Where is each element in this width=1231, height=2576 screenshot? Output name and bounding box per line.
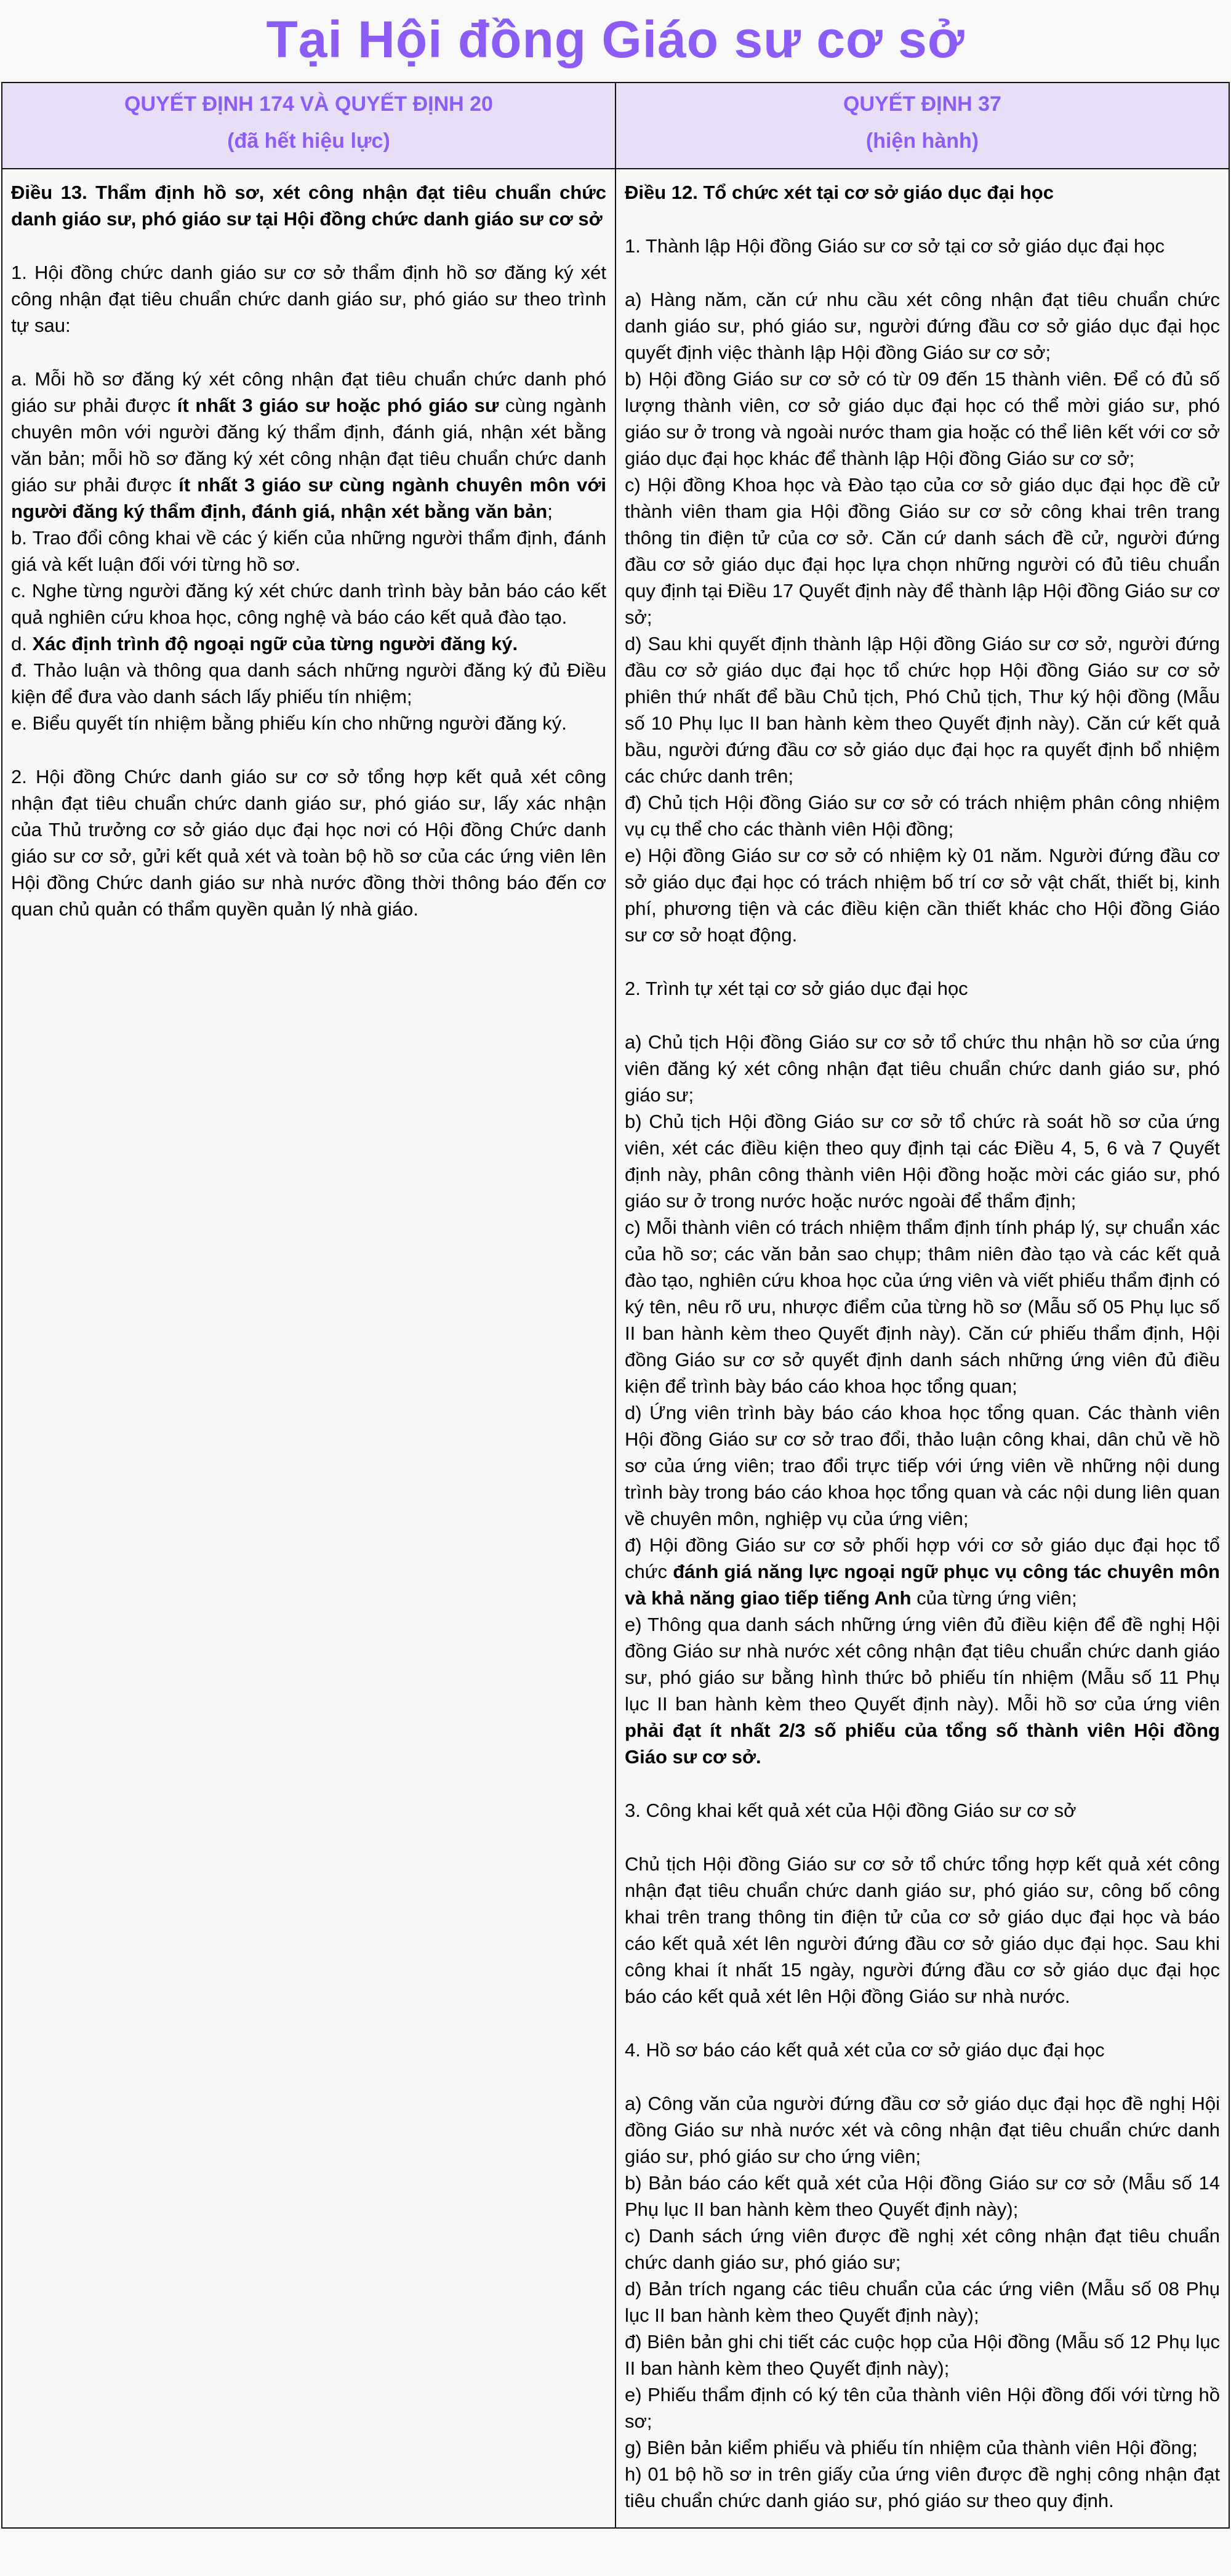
text-run: c) Hội đồng Khoa học và Đào tạo của cơ sở giáo dục đại học đề cử thành viên tham gia Hội đồng Giáo sư cơ sở công khai trên trang thông tin điện tử của cơ sở. Căn cứ danh sách đề cử, người đứng đầu cơ sở giáo dục đại học lựa chọn những người có đủ tiêu chuẩn quy định tại Điều 17 Quyết định này để thành lập Hội đồng Giáo sư cơ sở; (625, 474, 1220, 628)
paragraph (625, 2276, 1220, 2328)
paragraph (625, 1108, 1220, 1214)
paragraph (11, 657, 606, 710)
table-body-row (2, 169, 1229, 2528)
text-run: g) Biên bản kiểm phiếu và phiếu tín nhiệm của thành viên Hội đồng; (625, 2437, 1198, 2458)
paragraph (625, 1797, 1220, 1824)
paragraph (625, 975, 1220, 1002)
text-run: b) Chủ tịch Hội đồng Giáo sư cơ sở tổ chức rà soát hồ sơ của ứng viên, xét các điều kiện theo quy định tại các Điều 4, 5, 6 và 7 Quyết định này, phân công thành viên Hội đồng hoặc mời các giáo sư, phó giáo sư ở trong nước hoặc nước ngoài để thẩm định; (625, 1111, 1220, 1212)
paragraph (625, 1532, 1220, 1611)
text-run: đ) Biên bản ghi chi tiết các cuộc họp của Hội đồng (Mẫu số 12 Phụ lục II ban hành kèm theo Quyết định này); (625, 2331, 1220, 2379)
text-run: e. Biểu quyết tín nhiệm bằng phiếu kín cho những người đăng ký. (11, 712, 567, 734)
text-run: đ. Thảo luận và thông qua danh sách những người đăng ký đủ Điều kiện để đưa vào danh sách lấy phiếu tín nhiệm; (11, 659, 606, 707)
paragraph (625, 2170, 1220, 2223)
article-heading (11, 179, 606, 232)
header-cell-current-decision (616, 83, 1229, 169)
text-run: a) Công văn của người đứng đầu cơ sở giáo dục đại học đề nghị Hội đồng Giáo sư nhà nước xét và công nhận đạt tiêu chuẩn chức danh giáo sư, phó giáo sư cho ứng viên; (625, 2093, 1220, 2167)
text-run: e) Hội đồng Giáo sư cơ sở có nhiệm kỳ 01 năm. Người đứng đầu cơ sở giáo dục đại học có trách nhiệm bố trí cơ sở vật chất, thiết bị, kinh phí, phương tiện và các điều kiện cần thiết khác cho Hội đồng Giáo sư cơ sở hoạt động. (625, 845, 1220, 946)
old-decision-column (2, 169, 616, 2528)
paragraph (625, 2434, 1220, 2461)
article-heading (625, 179, 1220, 206)
text-run: 3. Công khai kết quả xét của Hội đồng Giáo sư cơ sở (625, 1800, 1077, 1821)
text-run: b) Hội đồng Giáo sư cơ sở có từ 09 đến 15 thành viên. Để có đủ số lượng thành viên, cơ sở giáo dục đại học có thể mời giáo sư, phó giáo sư ở trong và ngoài nước tham gia hoặc có thể liên kết với cơ sở giáo dục đại học khác để thành lập Hội đồng Giáo sư cơ sở; (625, 368, 1220, 469)
text-run: ít nhất 3 giáo sư hoặc phó giáo sư (177, 395, 499, 416)
header-current-title: QUYẾT ĐỊNH 37 (843, 92, 1001, 116)
header-old-title: QUYẾT ĐỊNH 174 VÀ QUYẾT ĐỊNH 20 (124, 92, 493, 116)
text-run: Điều 12. Tổ chức xét tại cơ sở giáo dục đại học (625, 182, 1054, 203)
paragraph (625, 2461, 1220, 2514)
text-run: 2. Hội đồng Chức danh giáo sư cơ sở tổng hợp kết quả xét công nhận đạt tiêu chuẩn chức danh giáo sư, phó giáo sư, lấy xác nhận của Thủ trưởng cơ sở giáo dục đại học nơi có Hội đồng Chức danh giáo sư cơ sở, gửi kết quả xét và toàn bộ hồ sơ của các ứng viên lên Hội đồng Chức danh giáo sư nhà nước đồng thời thông báo đến cơ quan chủ quản có thẩm quyền quản lý nhà giáo. (11, 766, 606, 920)
text-run: đánh giá năng lực ngoại ngữ phục vụ công tác chuyên môn và khả năng giao tiếp tiếng Anh (625, 1561, 1220, 1609)
paragraph (625, 286, 1220, 366)
text-run: Chủ tịch Hội đồng Giáo sư cơ sở tổ chức tổng hợp kết quả xét công nhận đạt tiêu chuẩn chức danh giáo sư, phó giáo sư, công bố công khai trên trang thông tin điện tử của cơ sở giáo dục đại học và báo cáo kết quả xét lên người đứng đầu cơ sở giáo dục đại học. Sau khi công khai ít nhất 15 ngày, người đứng đầu cơ sở giáo dục đại học báo cáo kết quả xét lên Hội đồng Giáo sư nhà nước. (625, 1853, 1220, 2007)
paragraph (625, 630, 1220, 789)
paragraph (625, 2090, 1220, 2170)
text-run: d) Sau khi quyết định thành lập Hội đồng Giáo sư cơ sở, người đứng đầu cơ sở giáo dục đại học tổ chức họp Hội đồng Giáo sư cơ sở phiên thứ nhất để bầu Chủ tịch, Phó Chủ tịch, Thư ký hội đồng (Mẫu số 10 Phụ lục II ban hành kèm theo Quyết định này). Căn cứ kết quả bầu, người đứng đầu cơ sở giáo dục đại học ra quyết định bổ nhiệm các chức danh trên; (625, 633, 1220, 787)
paragraph (625, 1214, 1220, 1399)
text-run: 2. Trình tự xét tại cơ sở giáo dục đại học (625, 978, 968, 999)
text-run: h) 01 bộ hồ sơ in trên giấy của ứng viên được đề nghị công nhận đạt tiêu chuẩn chức danh giáo sư, phó giáo sư theo quy định. (625, 2463, 1220, 2511)
text-run: phải đạt ít nhất 2/3 số phiếu của tổng số thành viên Hội đồng Giáo sư cơ sở. (625, 1720, 1220, 1768)
text-run: b) Bản báo cáo kết quả xét của Hội đồng Giáo sư cơ sở (Mẫu số 14 Phụ lục II ban hành kèm theo Quyết định này); (625, 2172, 1220, 2220)
text-run: ít nhất 3 giáo sư cùng ngành chuyên môn với người đăng ký thẩm định, đánh giá, nhận xét bằng văn bản (11, 474, 606, 522)
paragraph (11, 710, 606, 736)
text-run: đ) Chủ tịch Hội đồng Giáo sư cơ sở có trách nhiệm phân công nhiệm vụ cụ thể cho các thành viên Hội đồng; (625, 792, 1220, 840)
paragraph (11, 366, 606, 525)
paragraph (625, 842, 1220, 948)
text-run: b. Trao đổi công khai về các ý kiến của những người thẩm định, đánh giá và kết luận đối với từng hồ sơ. (11, 527, 606, 575)
paragraph (11, 578, 606, 630)
header-cell-old-decisions (2, 83, 616, 169)
paragraph (11, 525, 606, 578)
text-run: Điều 13. Thẩm định hồ sơ, xét công nhận đạt tiêu chuẩn chức danh giáo sư, phó giáo sư tại Hội đồng chức danh giáo sư cơ sở (11, 182, 606, 230)
current-decision-column (616, 169, 1229, 2528)
paragraph (625, 1399, 1220, 1532)
header-current-status: (hiện hành) (865, 129, 979, 153)
text-run: 4. Hồ sơ báo cáo kết quả xét của cơ sở giáo dục đại học (625, 2039, 1105, 2061)
paragraph (11, 259, 606, 339)
paragraph (625, 1611, 1220, 1770)
text-run: a) Chủ tịch Hội đồng Giáo sư cơ sở tổ chức thu nhận hồ sơ của ứng viên đăng ký xét công nhận đạt tiêu chuẩn chức danh giáo sư, phó giáo sư; (625, 1031, 1220, 1106)
paragraph (625, 1851, 1220, 2010)
paragraph (11, 763, 606, 922)
text-run: d) Bản trích ngang các tiêu chuẩn của các ứng viên (Mẫu số 08 Phụ lục II ban hành kèm theo Quyết định này); (625, 2278, 1220, 2326)
text-run: ; (547, 501, 553, 522)
paragraph (11, 630, 606, 657)
text-run: d. (11, 633, 33, 654)
text-run: a) Hàng năm, căn cứ nhu cầu xét công nhận đạt tiêu chuẩn chức danh giáo sư, phó giáo sư, người đứng đầu cơ sở giáo dục đại học quyết định việc thành lập Hội đồng Giáo sư cơ sở; (625, 289, 1220, 363)
text-run: c. Nghe từng người đăng ký xét chức danh trình bày bản báo cáo kết quả nghiên cứu khoa học, công nghệ và báo cáo kết quả đào tạo. (11, 580, 606, 628)
paragraph (625, 2381, 1220, 2434)
text-run: 1. Hội đồng chức danh giáo sư cơ sở thẩm định hồ sơ đăng ký xét công nhận đạt tiêu chuẩn chức danh giáo sư, phó giáo sư theo trình tự sau: (11, 262, 606, 336)
table-header-row (2, 83, 1229, 169)
text-run: 1. Thành lập Hội đồng Giáo sư cơ sở tại cơ sở giáo dục đại học (625, 235, 1165, 257)
paragraph (625, 1029, 1220, 1108)
text-run: e) Thông qua danh sách những ứng viên đủ điều kiện để đề nghị Hội đồng Giáo sư nhà nước xét công nhận đạt tiêu chuẩn chức danh giáo sư, phó giáo sư bằng hình thức bỏ phiếu tín nhiệm (Mẫu số 11 Phụ lục II ban hành kèm theo Quyết định này). Mỗi hồ sơ của ứng viên (625, 1614, 1220, 1715)
paragraph (625, 233, 1220, 259)
text-run: a. Mỗi hồ sơ đăng ký xét công nhận đạt tiêu chuẩn chức danh phó giáo sư phải được (11, 368, 606, 416)
paragraph (625, 2223, 1220, 2276)
paragraph (625, 2037, 1220, 2063)
paragraph (625, 366, 1220, 472)
paragraph (625, 789, 1220, 842)
text-run: c) Mỗi thành viên có trách nhiệm thẩm định tính pháp lý, sự chuẩn xác của hồ sơ; các văn bản sao chụp; thâm niên đào tạo và các kết quả đào tạo, nghiên cứu khoa học của ứng viên và viết phiếu thẩm định có ký tên, nêu rõ ưu, nhược điểm của từng hồ sơ (Mẫu số 05 Phụ lục số II ban hành kèm theo Quyết định này). Căn cứ phiếu thẩm định, Hội đồng Giáo sư cơ sở quyết định danh sách những ứng viên đủ điều kiện để trình bày báo cáo khoa học tổng quan; (625, 1217, 1220, 1397)
text-run: d) Ứng viên trình bày báo cáo khoa học tổng quan. Các thành viên Hội đồng Giáo sư cơ sở trao đổi, thảo luận công khai, dân chủ về hồ sơ của ứng viên; trao đổi trực tiếp với ứng viên về những nội dung trình bày trong báo cáo khoa học tổng quan và các nội dung liên quan về chuyên môn, nghiệp vụ của ứng viên; (625, 1402, 1220, 1529)
text-run: e) Phiếu thẩm định có ký tên của thành viên Hội đồng đối với từng hồ sơ; (625, 2384, 1220, 2432)
text-run: đ) Hội đồng Giáo sư cơ sở phối hợp với cơ sở giáo dục đại học tổ chức (625, 1534, 1220, 1582)
header-old-status: (đã hết hiệu lực) (227, 129, 390, 153)
paragraph (625, 2328, 1220, 2381)
text-run: cùng ngành chuyên môn với người đăng ký thẩm định, đánh giá, nhận xét bằng văn bản; mỗi hồ sơ đăng ký xét công nhận đạt tiêu chuẩn chức danh giáo sư phải được (11, 395, 607, 496)
text-run: Xác định trình độ ngoại ngữ của từng người đăng ký. (32, 633, 518, 654)
text-run: của từng ứng viên; (911, 1587, 1077, 1609)
page-title: Tại Hội đồng Giáo sư cơ sở (266, 10, 965, 68)
text-run: c) Danh sách ứng viên được đề nghị xét công nhận đạt tiêu chuẩn chức danh giáo sư, phó giáo sư; (625, 2225, 1220, 2273)
paragraph (625, 472, 1220, 630)
comparison-table (1, 82, 1230, 2529)
